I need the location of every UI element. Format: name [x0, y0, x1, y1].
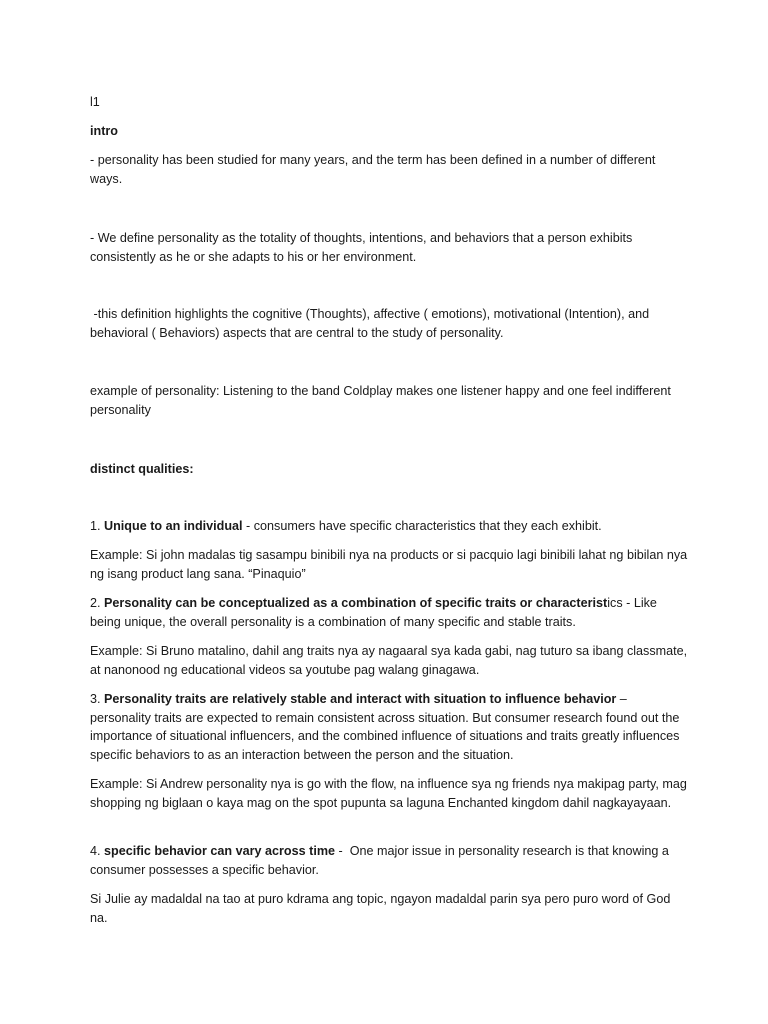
page-number: l1 — [90, 95, 100, 109]
item-description: – personality traits are expected to remain consistent across situation. But consumer research found out the importance of situational influencers, and the combined influence of situations and traits greatly influences specific behaviors to as an interaction between the person and the situation. — [90, 692, 680, 762]
item-number: 3. — [90, 692, 105, 706]
distinct-qualities-heading-text: distinct qualities: — [90, 462, 194, 476]
intro-paragraph-4: example of personality: Listening to the band Coldplay makes one listener happy and one feel indifferent personality — [90, 384, 671, 417]
intro-heading — [90, 122, 690, 141]
item-description: - One major issue in personality research is that knowing a consumer possesses a specific behavior. — [90, 844, 673, 877]
intro-paragraph-2: - We define personality as the totality of thoughts, intentions, and behaviors that a person exhibits consistently as he or she adapts to his or her environment. — [90, 231, 633, 264]
quality-item-3 — [90, 690, 690, 764]
quality-item-1-example: Example: Si john madalas tig sasampu binibili nya na products or si pacquio lagi binibili lahat ng bibilan nya ng isang product lang sana. “Pinaquio” — [90, 548, 688, 581]
quality-item-2 — [90, 594, 690, 631]
item-number: 1. — [90, 519, 105, 533]
item-description: ics - Like being unique, the overall personality is a combination of many specific and stable traits. — [90, 596, 657, 629]
intro-heading-text: intro — [90, 124, 118, 138]
distinct-qualities-heading — [90, 460, 690, 479]
intro-paragraph-1: - personality has been studied for many years, and the term has been defined in a number of different ways. — [90, 153, 656, 186]
item-title: Unique to an individual — [104, 519, 243, 533]
quality-item-4 — [90, 842, 690, 879]
item-title: Personality traits are relatively stable and interact with situation to influence behavior — [104, 692, 617, 706]
quality-item-2-example: Example: Si Bruno matalino, dahil ang traits nya ay nagaaral sya kada gabi, nag tuturo sa ibang classmate, at nanonood ng educational videos sa youtube pag walang ginagawa. — [90, 644, 688, 677]
quality-item-3-example: Example: Si Andrew personality nya is go with the flow, na influence sya ng friends nya makipag party, mag shopping ng biglaan o kaya mag on the spot pupunta sa laguna Enchanted kingdom dahil nagkayayaan. — [90, 777, 687, 810]
quality-item-4-example: Si Julie ay madaldal na tao at puro kdrama ang topic, ngayon madaldal parin sya pero puro word of God na. — [90, 892, 671, 925]
item-title: specific behavior can vary across time — [104, 844, 336, 858]
item-number: 2. — [90, 596, 105, 610]
intro-paragraph-3: -this definition highlights the cognitive (Thoughts), affective ( emotions), motivational (Intention), and behavioral ( Behaviors) aspects that are central to the study of personality. — [90, 307, 653, 340]
item-title: Personality can be conceptualized as a combination of specific traits or characterist — [104, 596, 608, 610]
quality-item-1 — [90, 517, 690, 536]
item-description: - consumers have specific characteristics that they each exhibit. — [242, 519, 602, 533]
item-number: 4. — [90, 844, 105, 858]
